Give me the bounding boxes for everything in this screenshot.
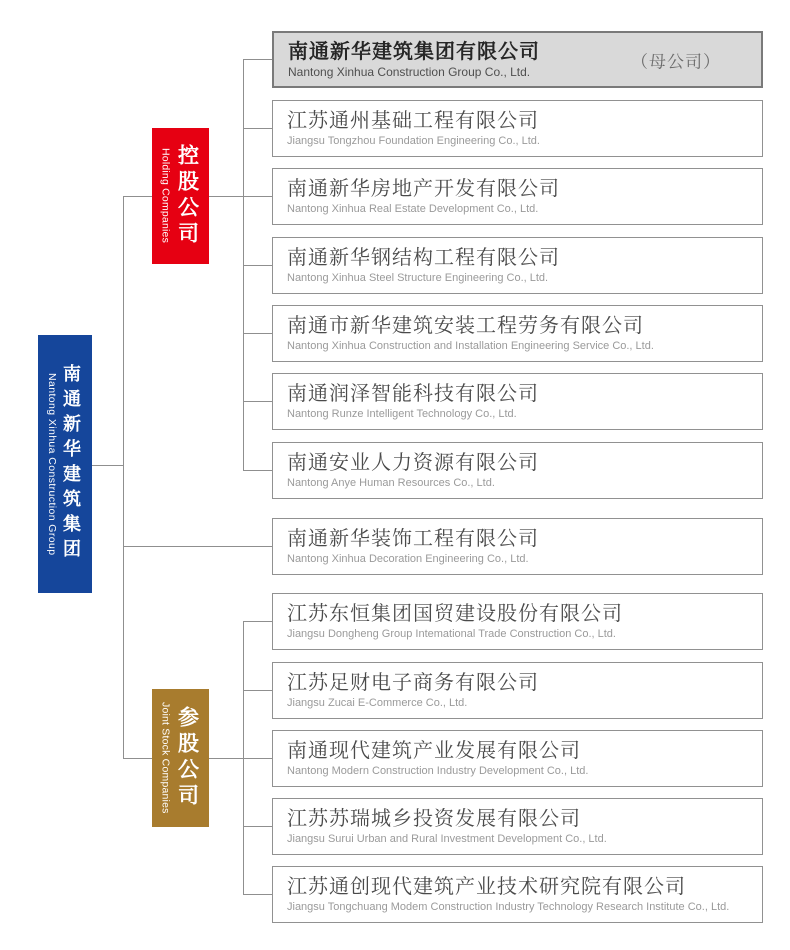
connector-stub <box>243 690 272 691</box>
company-name-zh: 南通新华建筑集团有限公司 <box>288 40 540 63</box>
connector-stub <box>243 401 272 402</box>
holding-companies-label <box>152 128 209 264</box>
company-box-parent <box>272 31 763 88</box>
company-name-zh: 南通安业人力资源有限公司 <box>287 451 539 474</box>
company-box-zucai-ecommerce <box>272 662 763 719</box>
company-box-real-estate <box>272 168 763 225</box>
company-name-en: Nantong Runze Intelligent Technology Co., Ltd. <box>287 407 517 420</box>
company-box-tongchuang-research <box>272 866 763 923</box>
company-name-zh: 江苏足财电子商务有限公司 <box>287 671 539 694</box>
company-name-zh: 南通新华房地产开发有限公司 <box>287 177 560 200</box>
company-name-en: Nantong Xinhua Construction and Installation Engineering Service Co., Ltd. <box>287 339 654 352</box>
joint-label-zh: 参股公司 <box>175 706 199 810</box>
company-name-en: Jiangsu Tongzhou Foundation Engineering Co., Ltd. <box>287 134 540 147</box>
company-name-en: Nantong Modern Construction Industry Development Co., Ltd. <box>287 764 589 777</box>
company-name-zh: 江苏通州基础工程有限公司 <box>287 109 539 132</box>
company-name-zh: 南通现代建筑产业发展有限公司 <box>287 739 581 762</box>
connector-holding-left <box>123 196 152 197</box>
company-box-decoration <box>272 518 763 575</box>
company-name-en: Nantong Xinhua Real Estate Development Co., Ltd. <box>287 202 539 215</box>
joint-stock-companies-label <box>152 689 209 827</box>
connector-main-trunk <box>123 196 124 758</box>
company-box-installation-service <box>272 305 763 362</box>
company-box-runze-intelligent <box>272 373 763 430</box>
company-box-anye-human-resources <box>272 442 763 499</box>
company-name-en: Nantong Xinhua Decoration Engineering Co., Ltd. <box>287 552 529 565</box>
connector-stub <box>243 196 272 197</box>
company-box-tongzhou-foundation <box>272 100 763 157</box>
group-root-name-en: Nantong Xinhua Construction Group <box>46 372 58 556</box>
group-root-box <box>38 335 92 593</box>
holding-label-zh: 控股公司 <box>175 144 199 248</box>
company-name-en: Jiangsu Zucai E-Commerce Co., Ltd. <box>287 696 468 709</box>
connector-holding-right <box>209 196 243 197</box>
connector-stub <box>243 59 272 60</box>
group-root-name-zh: 南通新华建筑集团 <box>61 364 81 564</box>
company-name-en: Jiangsu Surui Urban and Rural Investment Development Co., Ltd. <box>287 832 607 845</box>
company-box-surui-investment <box>272 798 763 855</box>
connector-decoration-feed <box>123 546 272 547</box>
connector-stub <box>243 128 272 129</box>
connector-stub <box>243 621 272 622</box>
connector-stub <box>243 470 272 471</box>
connector-root-feed <box>92 465 123 466</box>
connector-stub <box>243 758 272 759</box>
company-name-en: Nantong Xinhua Steel Structure Engineering Co., Ltd. <box>287 271 549 284</box>
parent-company-tag: （母公司） <box>631 52 721 71</box>
joint-label-en: Joint Stock Companies <box>159 702 172 814</box>
company-name-en: Nantong Anye Human Resources Co., Ltd. <box>287 476 495 489</box>
company-box-modern-construction <box>272 730 763 787</box>
company-box-dongheng <box>272 593 763 650</box>
connector-joint-right <box>209 758 243 759</box>
company-name-zh: 南通润泽智能科技有限公司 <box>287 382 539 405</box>
company-name-en: Nantong Xinhua Construction Group Co., Ltd. <box>288 64 531 79</box>
company-name-zh: 南通新华装饰工程有限公司 <box>287 527 539 550</box>
company-name-zh: 江苏苏瑞城乡投资发展有限公司 <box>287 807 581 830</box>
company-name-en: Jiangsu Dongheng Group Intemational Trade Construction Co., Ltd. <box>287 627 616 640</box>
company-name-zh: 江苏东恒集团国贸建设股份有限公司 <box>287 602 623 625</box>
holding-label-en: Holding Companies <box>159 148 172 244</box>
company-name-zh: 南通市新华建筑安装工程劳务有限公司 <box>287 314 644 337</box>
company-box-steel-structure <box>272 237 763 294</box>
connector-stub <box>243 826 272 827</box>
connector-stub <box>243 265 272 266</box>
company-name-zh: 南通新华钢结构工程有限公司 <box>287 246 560 269</box>
connector-joint-left <box>123 758 152 759</box>
connector-stub <box>243 894 272 895</box>
company-name-en: Jiangsu Tongchuang Modem Construction Industry Technology Research Institute Co., Ltd. <box>287 900 730 913</box>
company-name-zh: 江苏通创现代建筑产业技术研究院有限公司 <box>287 875 686 898</box>
connector-stub <box>243 333 272 334</box>
